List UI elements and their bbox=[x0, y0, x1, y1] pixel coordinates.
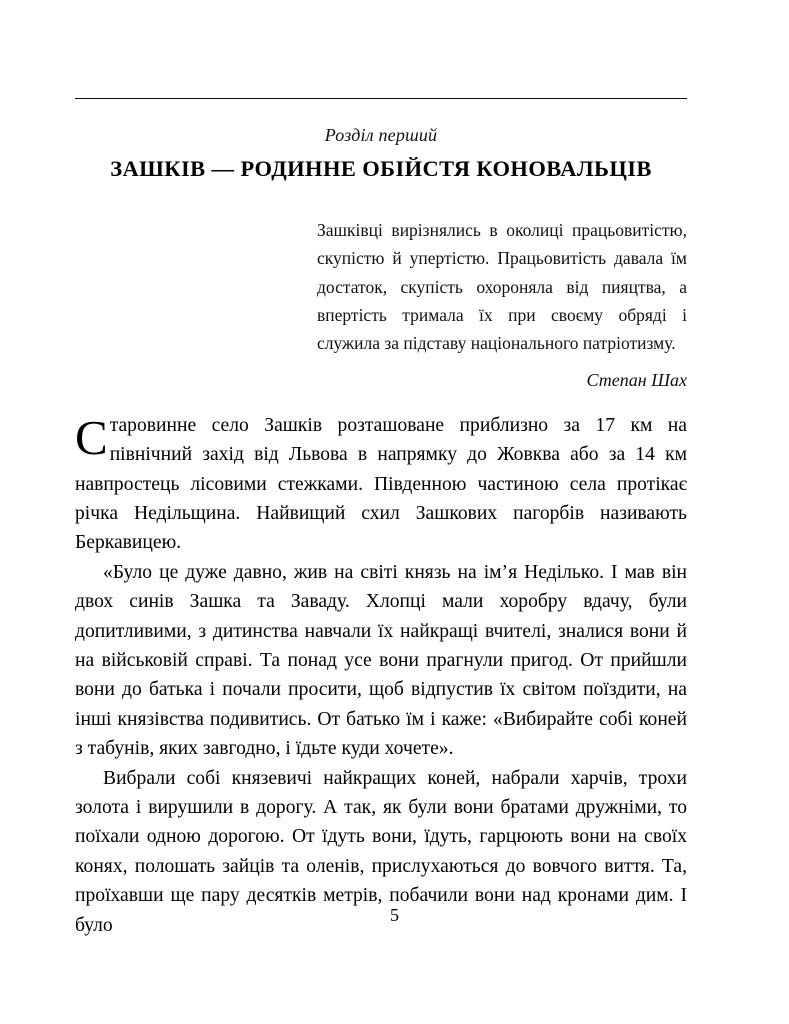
paragraph-1 bbox=[75, 411, 687, 558]
epigraph-source: Степан Шах bbox=[586, 369, 687, 390]
drop-cap: С bbox=[75, 409, 108, 465]
body-text bbox=[75, 411, 687, 940]
paragraph-3: Вибрали собі князевичі найкращих коней, набрали харчів, трохи золота і вирушили в дорогу. А так, як були вони братами дружніми, то поїхали одною дорогою. От їдуть вони, їдуть, гарцюють вони на своїх конях, полошать зайців та оленів, прислухаються до вовчого виття. Та, проїхавши ще пару десятків метрів, побачили вони над кронами дим. І було bbox=[75, 767, 687, 936]
page-number: 5 bbox=[390, 905, 399, 925]
header-rule bbox=[75, 98, 687, 99]
paragraph-1-text: таровинне село Зашків розташоване приблизно за 17 км на північний захід від Львова в напрямку до Жовква або за 14 км навпростець лісовими стежками. Південною частиною села протікає річка Недільщина. Найвищий схил Зашкових пагорбів називають Беркавицею. bbox=[75, 414, 687, 554]
chapter-label: Розділ перший bbox=[324, 125, 438, 145]
epigraph-text: Зашківці вирізнялись в околиці працьовитістю, скупістю й упертістю. Працьовитість давала їм достаток, скупість охороняла від пияцтва, а впертість тримала їх при своєму обряді і служила за підставу національного патріотизму. bbox=[317, 220, 687, 354]
page-content bbox=[75, 98, 687, 940]
paragraph-2: «Було це дуже давно, жив на світі князь на ім’я Неділько. І мав він двох синів Зашка та Заваду. Хлопці мали хоробру вдачу, були допитливими, з дитинства навчали їх найкращі вчителі, зналися вони й на військовій справі. Та понад усе вони прагнули пригод. От прийшли вони до батька і почали просити, щоб відпустив їх світом поїздити, на інші князівства подивитись. От батько їм і каже: «Вибирайте собі коней з табунів, яких завгодно, і їдьте куди хочете». bbox=[75, 561, 687, 760]
epigraph-block bbox=[317, 216, 687, 395]
chapter-title: ЗАШКІВ — РОДИННЕ ОБІЙСТЯ КОНОВАЛЬЦІВ bbox=[110, 156, 652, 181]
